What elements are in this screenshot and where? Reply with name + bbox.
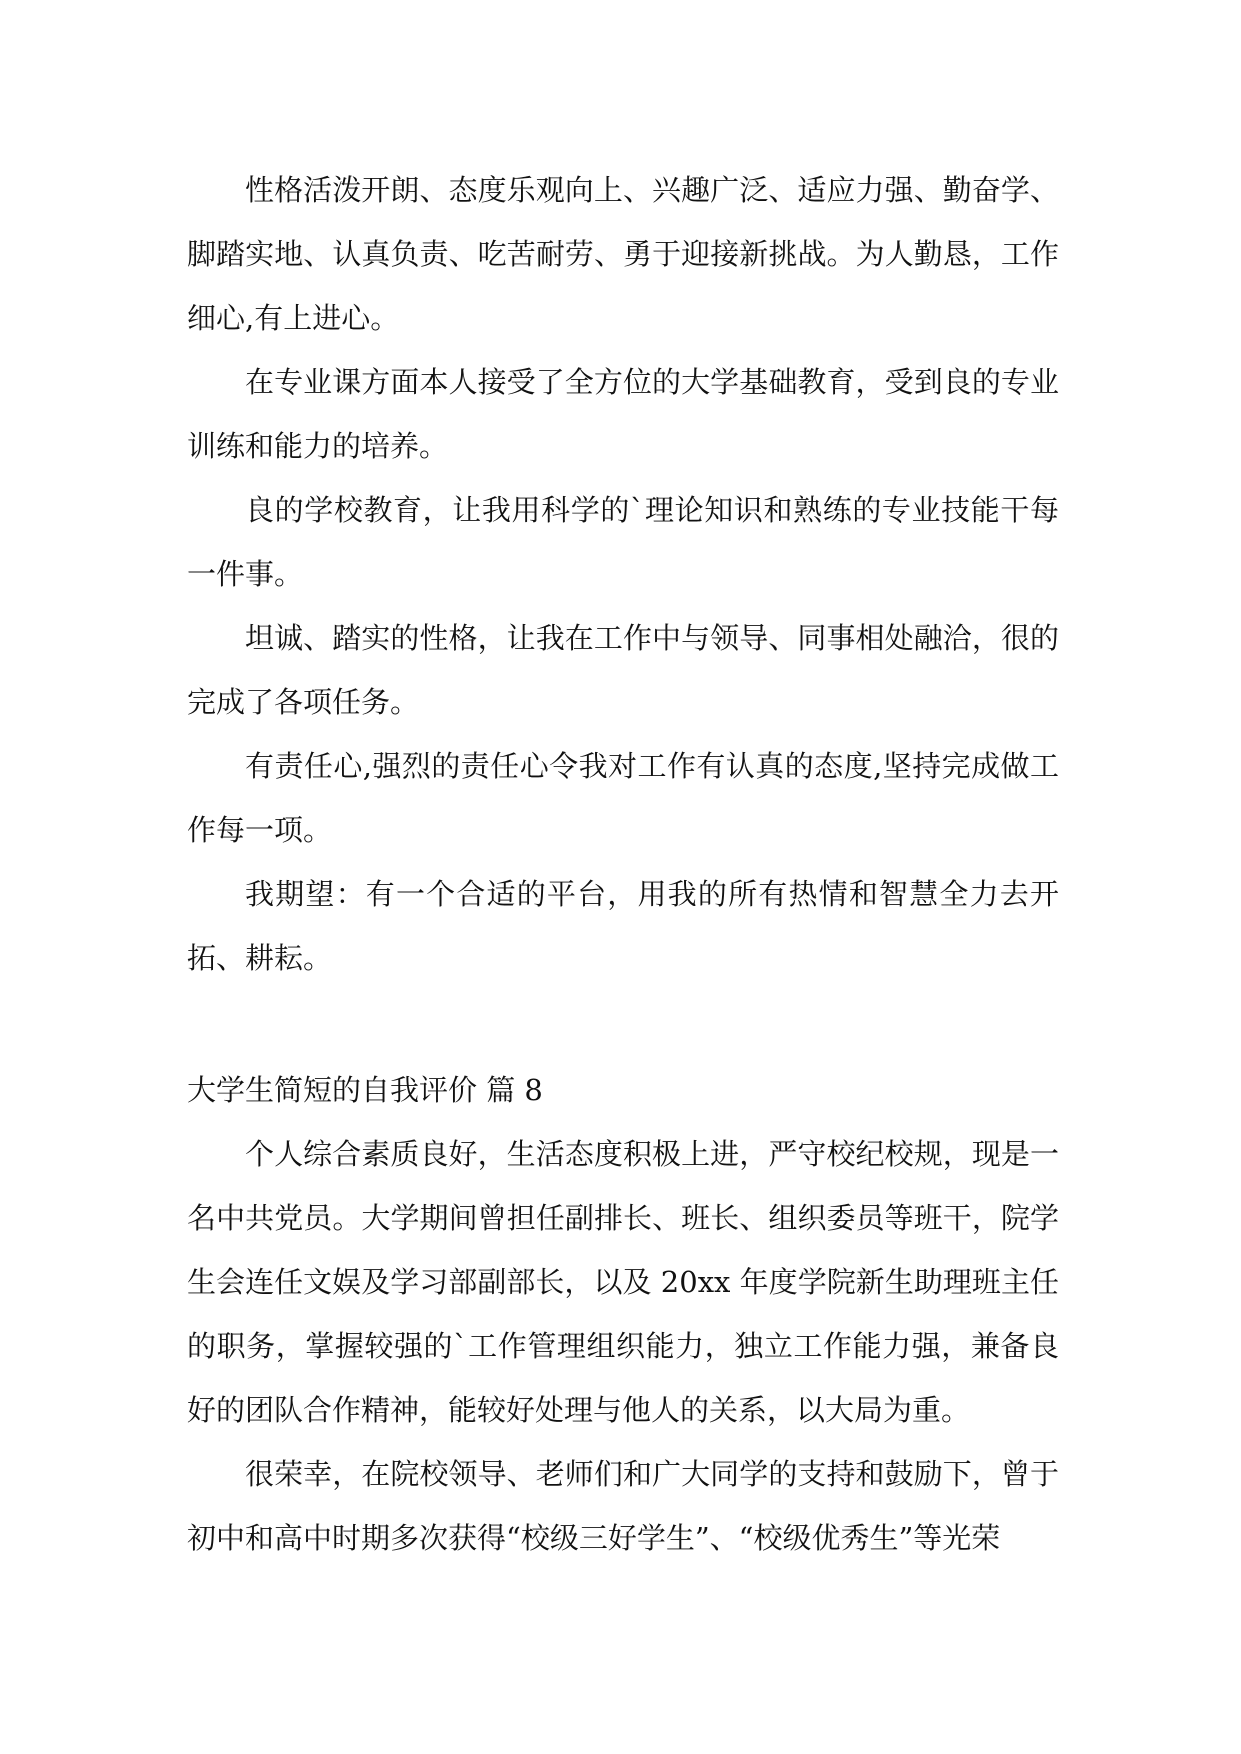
section-heading: 大学生简短的自我评价 篇 8 — [187, 1073, 543, 1107]
paragraph: 在专业课方面本人接受了全方位的大学基础教育，受到良的专业训练和能力的培养。 — [187, 365, 1059, 463]
paragraph: 有责任心,强烈的责任心令我对工作有认真的态度,坚持完成做工作每一项。 — [187, 749, 1059, 847]
paragraph: 性格活泼开朗、态度乐观向上、兴趣广泛、适应力强、勤奋学、脚踏实地、认真负责、吃苦耐劳、勇于迎接新挑战。为人勤恳，工作细心,有上进心。 — [187, 173, 1059, 335]
paragraph: 我期望：有一个合适的平台，用我的所有热情和智慧全力去开拓、耕耘。 — [187, 877, 1059, 975]
paragraph: 坦诚、踏实的性格，让我在工作中与领导、同事相处融洽，很的完成了各项任务。 — [187, 621, 1059, 719]
document-body — [187, 158, 1059, 1570]
paragraph: 良的学校教育，让我用科学的`理论知识和熟练的专业技能干每一件事。 — [187, 493, 1059, 591]
paragraph: 个人综合素质良好，生活态度积极上进，严守校纪校规，现是一名中共党员。大学期间曾担任副排长、班长、组织委员等班干，院学生会连任文娱及学习部副部长，以及 20xx 年度学院新生助理班主任的职务，掌握较强的`工作管理组织能力，独立工作能力强，兼备良好的团队合作精神，能较好处理与他人的关系，以大局为重。 — [187, 1137, 1059, 1427]
paragraph: 很荣幸，在院校领导、老师们和广大同学的支持和鼓励下，曾于初中和高中时期多次获得“校级三好学生”、“校级优秀生”等光荣 — [187, 1457, 1059, 1555]
